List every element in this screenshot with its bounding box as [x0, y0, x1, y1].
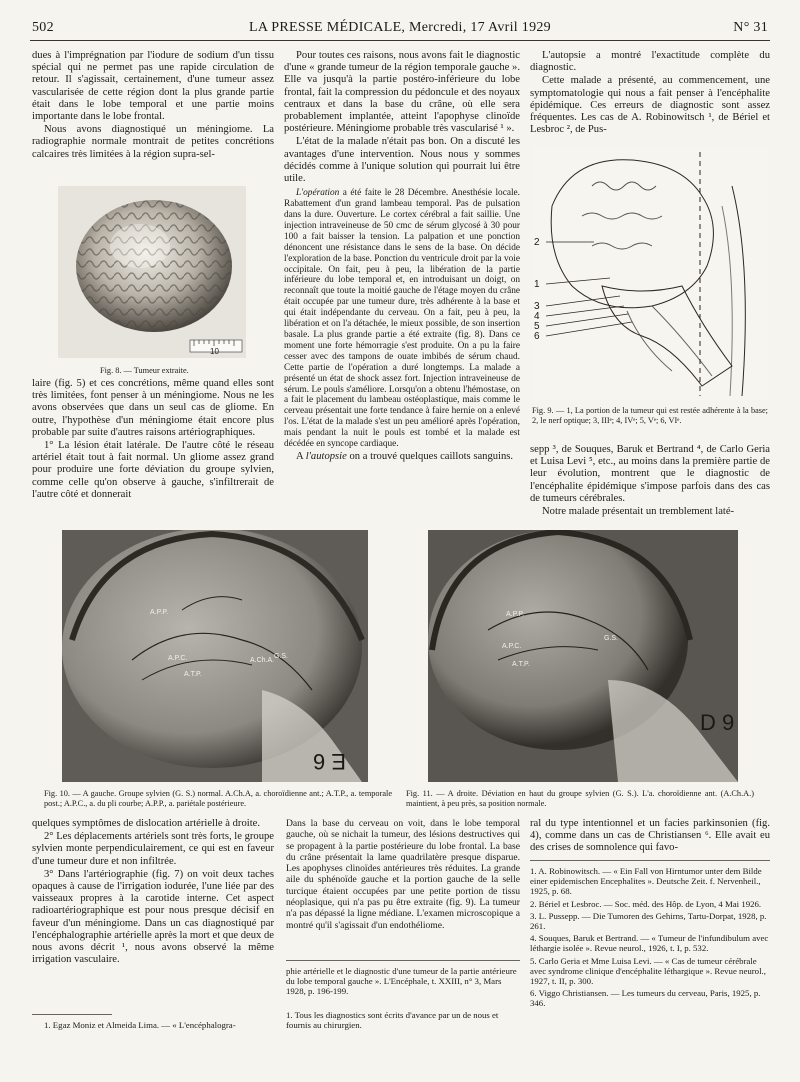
lower-column-2 — [286, 818, 520, 932]
footnote: 1. Egaz Moniz et Almeida Lima. — « L'encéphalogra- — [44, 1020, 236, 1030]
fig10-label-acha: A.Ch.A. — [250, 657, 275, 664]
fig9-label-4: 4 — [534, 311, 540, 322]
column-3 — [530, 50, 770, 137]
fig9-label-5: 5 — [534, 321, 540, 332]
fig9-label-6: 6 — [534, 331, 540, 342]
footnote-1: 1. A. Robinowitsch. — « Ein Fall von Hirntumor unter dem Bilde einer epidemischen Encephalites ». Deutsche Zeit. f. Nervenheil., 1925, p. 68. — [530, 866, 762, 897]
paragraph: Notre malade présentait un tremblement laté- — [542, 506, 735, 518]
lower-column-1 — [32, 818, 274, 967]
paragraph: laire (fig. 5) et ces concrétions, même quand elles sont très limitées, font penser à un méningiome. Nous ne les avons observées que dans un seul cas de gliome. En outre, l'hypothèse d'un méningiome était encore plus probable par suite d'autres raisons artériographiques. — [32, 378, 274, 438]
scale-number: 10 — [210, 347, 219, 356]
column-3-continued — [530, 444, 770, 519]
autopsy-label: l'autopsie — [305, 450, 347, 462]
fig11-label-app: A.P.P. — [506, 611, 525, 618]
operation-text: a été faite le 28 Décembre. Anesthésie locale. Rabattement d'un grand lambeau temporal. Pas de pulsation dans la dure. Ouverture. Le cortex cérébral a fait saillie. Une injection intraveineuse de 50 cmc de sérum glycosé à 30 pour 100 a fait baisser la tension. La palpation et une ponction dénoncent une résistance dans le sens de la base. On décide l'exploration de la base. Ponction du ventricule droit par la voie occipitale. On fait, peu à peu, la libération de la partie inférieure du lobe temporal et, en introduisant un doigt, on reconnaît que toute la moitié gauche de l'étage moyen du crâne était occupée par une tumeur dure, très adhérente à la base et qui était indépendante du cerveau. On a fait, peu à peu, la libération et on l'a détachée, le mieux possible, de son insertion basale. La plus grande partie a été extraite (fig. 8). Dans ce moment une forte hémorragie s'est produite. On a pu la faire cesser avec des tampons de ouate imbibés de sérum chaud. Cette partie de l'opération a duré longtemps. La malade a présenté un état de shock assez fort. Injection intraveineuse de sérum. Le pouls s'améliore. Lorsqu'on a obtenu l'hémostase, on a fait le placement du lambeau ostéoplastique, mais comme le cerveau présentait une forte tendance à faire hernie on a enlevé l'os. L'état de la malade s'est un peu amélioré après l'opération, mais pendant la nuit le pouls est tombé et la malade est décédée en syncope cardiaque. — [284, 188, 520, 450]
lower-column-3 — [530, 818, 770, 856]
operation-label: L'opération — [296, 188, 340, 199]
paragraph: Dans la base du cerveau on voit, dans le lobe temporal gauche, où se nichait la tumeur, des lésions destructives qui se propagent à la partie postérieure du lobe frontal. La base du crâne présentait la lame quadrilatère presque disparue. Les apophyses clinoïdes antérieures très réduites. La grande aile du sphénoïde gauche et la portion gauche de la selle turcique étaient occupées par une petite portion de tissu néoplasique, qui n'a pas pu être extraite (fig. 9). La tumeur n'a pas dépassé la ligne médiane. L'examen microscopique a montré qu'il s'agissait d'un endothéliome. — [286, 818, 520, 931]
footnote-rule — [286, 960, 520, 961]
figure-11-xray — [428, 530, 738, 782]
footnote-rule — [530, 860, 770, 861]
fig10-label-atp: A.T.P. — [184, 671, 202, 678]
figure-10-caption: Fig. 10. — A gauche. Groupe sylvien (G. S.) normal. A.Ch.A, a. choroïdienne ant.; A.T.P., a. temporale post.; A.P.C., a. du pli courbe; A.P.P., a. pariétale postérieure. — [44, 789, 392, 808]
paragraph: L'état de la malade n'était pas bon. On a discuté les avantages d'une intervention. Nous nous y sommes décidés comme à l'unique solution qui pourrait lui être utile. — [284, 136, 520, 185]
skull-base-drawing — [532, 146, 768, 400]
fig10-label-apc: A.P.C. — [168, 655, 188, 662]
xray-right-image — [428, 530, 738, 782]
figure-9-caption: Fig. 9. — 1, La portion de la tumeur qui est restée adhérente à la base; 2, le nerf optique; 3, IIIᵉ; 4, IVᵉ; 5, Vᵉ; 6, VIᵉ. — [532, 406, 768, 425]
footnote-4: 4. Souques, Baruk et Bertrand. — « Tumeur de l'infundibulum avec léthargie isolée ». Revue neurol., 1926, t. I, p. 532. — [530, 933, 769, 954]
page-number: 502 — [32, 20, 54, 35]
footnote-3: 3. L. Pussepp. — Die Tumoren des Gehirns, Tartu-Dorpat, 1928, p. 261. — [530, 910, 767, 932]
figure-9-drawing — [532, 146, 768, 400]
paragraph: Pour toutes ces raisons, nous avons fait le diagnostic d'une « grande tumeur de la région temporale gauche ». Elle va jusqu'à la partie postéro-inférieure du lobe frontal, fait la compression du pédoncule et des noyaux centraux et dans la base du crâne, où elle sera probablement implantée, atteint l'apophyse clinoïde postérieure. Méningiome probable très vascularisé ¹ ». — [284, 50, 520, 135]
paragraph: quelques symptômes de dislocation artérielle à droite. — [32, 818, 260, 829]
autopsy-pre: A — [296, 450, 306, 462]
footnote-5: 5. Carlo Geria et Mme Luisa Levi. — « Cas de tumeur cérébrale avec syndrome clinique d'encéphalite léthargique ». Revue neurol., 1927, t. II, p. 300. — [530, 955, 766, 987]
fig11-label-atp: A.T.P. — [512, 661, 530, 668]
fig9-label-1: 1 — [534, 279, 540, 290]
page-header — [30, 18, 770, 41]
footnote: 1. Tous les diagnostics sont écrits d'avance par un de nous et fournis au chirurgien. — [286, 1010, 499, 1031]
paragraph: Nous avons diagnostiqué un méningiome. La radiographie normale montrait de petites concrétions calcaires très limitées à la région supra-sel- — [32, 124, 274, 160]
paragraph: 1° La lésion était latérale. De l'autre côté le réseau artériel était tout à fait normal. Un gliome assez grand pour produire une forte déviation du groupe sylvien, comme celle qu'on observe à gauche, s'infiltrerait de l'autre côté et donnerait — [32, 440, 274, 500]
fig11-label-gs: G.S. — [604, 635, 619, 642]
issue-number: N° 31 — [733, 20, 768, 35]
fig9-label-3: 3 — [534, 301, 540, 312]
paragraph: ral du type intentionnel et un facies parkinsonien (fig. 4), comme dans un cas de Christiansen ⁶. Elle avait eu des crises de somnolence qui favo- — [530, 818, 770, 854]
footnote-rule — [32, 1014, 112, 1015]
fig9-label-2: 2 — [534, 237, 540, 248]
figure-11-caption: Fig. 11. — A droite. Déviation en haut du groupe sylvien (G. S.). L'a. choroïdienne ant. (A.Ch.A.) maintient, à peu près, sa position normale. — [406, 789, 754, 808]
column-1-continued — [32, 378, 274, 502]
fig11-label-apc: A.P.C. — [502, 643, 522, 650]
footnote-continued: phie artérielle et le diagnostic d'une tumeur de la partie antérieure du lobe temporal gauche ». L'Encéphale, t. XXIII, n° 3, Mars 1928, p. 196-199. — [286, 966, 517, 997]
tumor-specimen-image — [58, 186, 246, 358]
footnote-2: 2. Bériel et Lesbroc. — Soc. méd. des Hôp. de Lyon, 4 Mai 1926. — [530, 898, 762, 909]
figure-8-caption: Fig. 8. — Tumeur extraite. — [100, 366, 189, 375]
paragraph: 2° Les déplacements artériels sont très forts, le groupe sylvien monte perpendiculairement, ce qui est en faveur d'une tumeur dure et non infiltrée. — [32, 831, 274, 867]
figure-10-xray — [62, 530, 368, 782]
paragraph: L'autopsie a montré l'exactitude complète du diagnostic. — [530, 50, 770, 74]
paragraph: dues à l'imprégnation par l'iodure de sodium d'un tissu spécial qui ne permet pas une rapide circulation de retour. Il s'agissait, certainement, d'une tumeur assez vascularisée de cette région dont la plus grande partie était dans le lobe temporal et une partie moins importante dans le lobe frontal. — [32, 50, 274, 123]
operation-paragraph — [284, 188, 520, 450]
paragraph: sepp ³, de Souques, Baruk et Bertrand ⁴, de Carlo Geria et Luisa Levi ⁵, etc., au moins dans la première partie de leur évolution, montrent que le diagnostic de l'encéphalite épidémique s'impose parfois dans des cas de tumeurs cérébrales. — [530, 444, 770, 504]
autopsy-paragraph — [284, 451, 520, 463]
fig10-label-app: A.P.P. — [150, 609, 169, 616]
fig11-plate-mark: D 9 — [700, 710, 735, 735]
fig10-label-gs: G.S. — [274, 653, 289, 660]
figure-8-tumor-photo — [58, 186, 246, 358]
footnote-6: 6. Viggo Christiansen. — Les tumeurs du cerveau, Paris, 1925, p. 346. — [530, 988, 761, 1009]
column-1 — [32, 50, 274, 162]
autopsy-post: on a trouvé quelques caillots sanguins. — [346, 450, 514, 462]
column-2 — [284, 50, 520, 464]
xray-left-image — [62, 530, 368, 782]
paragraph: Cette malade a présenté, au commencement, une symptomatologie qui nous a fait penser à l'encéphalite épidémique. Ces erreurs de diagnostic sont assez fréquentes. Les cas de A. Robinowitsch ¹, de Bériel et Lesbroc ², de Pus- — [530, 75, 770, 136]
fig10-plate-mark: E 6 — [312, 749, 346, 774]
paragraph: 3° Dans l'artériographie (fig. 7) on voit deux taches opaques à cause de l'irrigation iodurée, l'une liée par des vaisseaux propres à la carotide interne. Cet aspect radioartériographique est pour nous presque décisif en faveur d'un méningiome. Dans un cas diagnostiqué par l'encéphalographie artérielle après la mort et que deux de nous avons décrit ¹, nous avons observé la même irrigation vasculaire. — [32, 868, 274, 966]
journal-title: LA PRESSE MÉDICALE, Mercredi, 17 Avril 1929 — [249, 20, 551, 35]
footnotes — [530, 866, 770, 1011]
